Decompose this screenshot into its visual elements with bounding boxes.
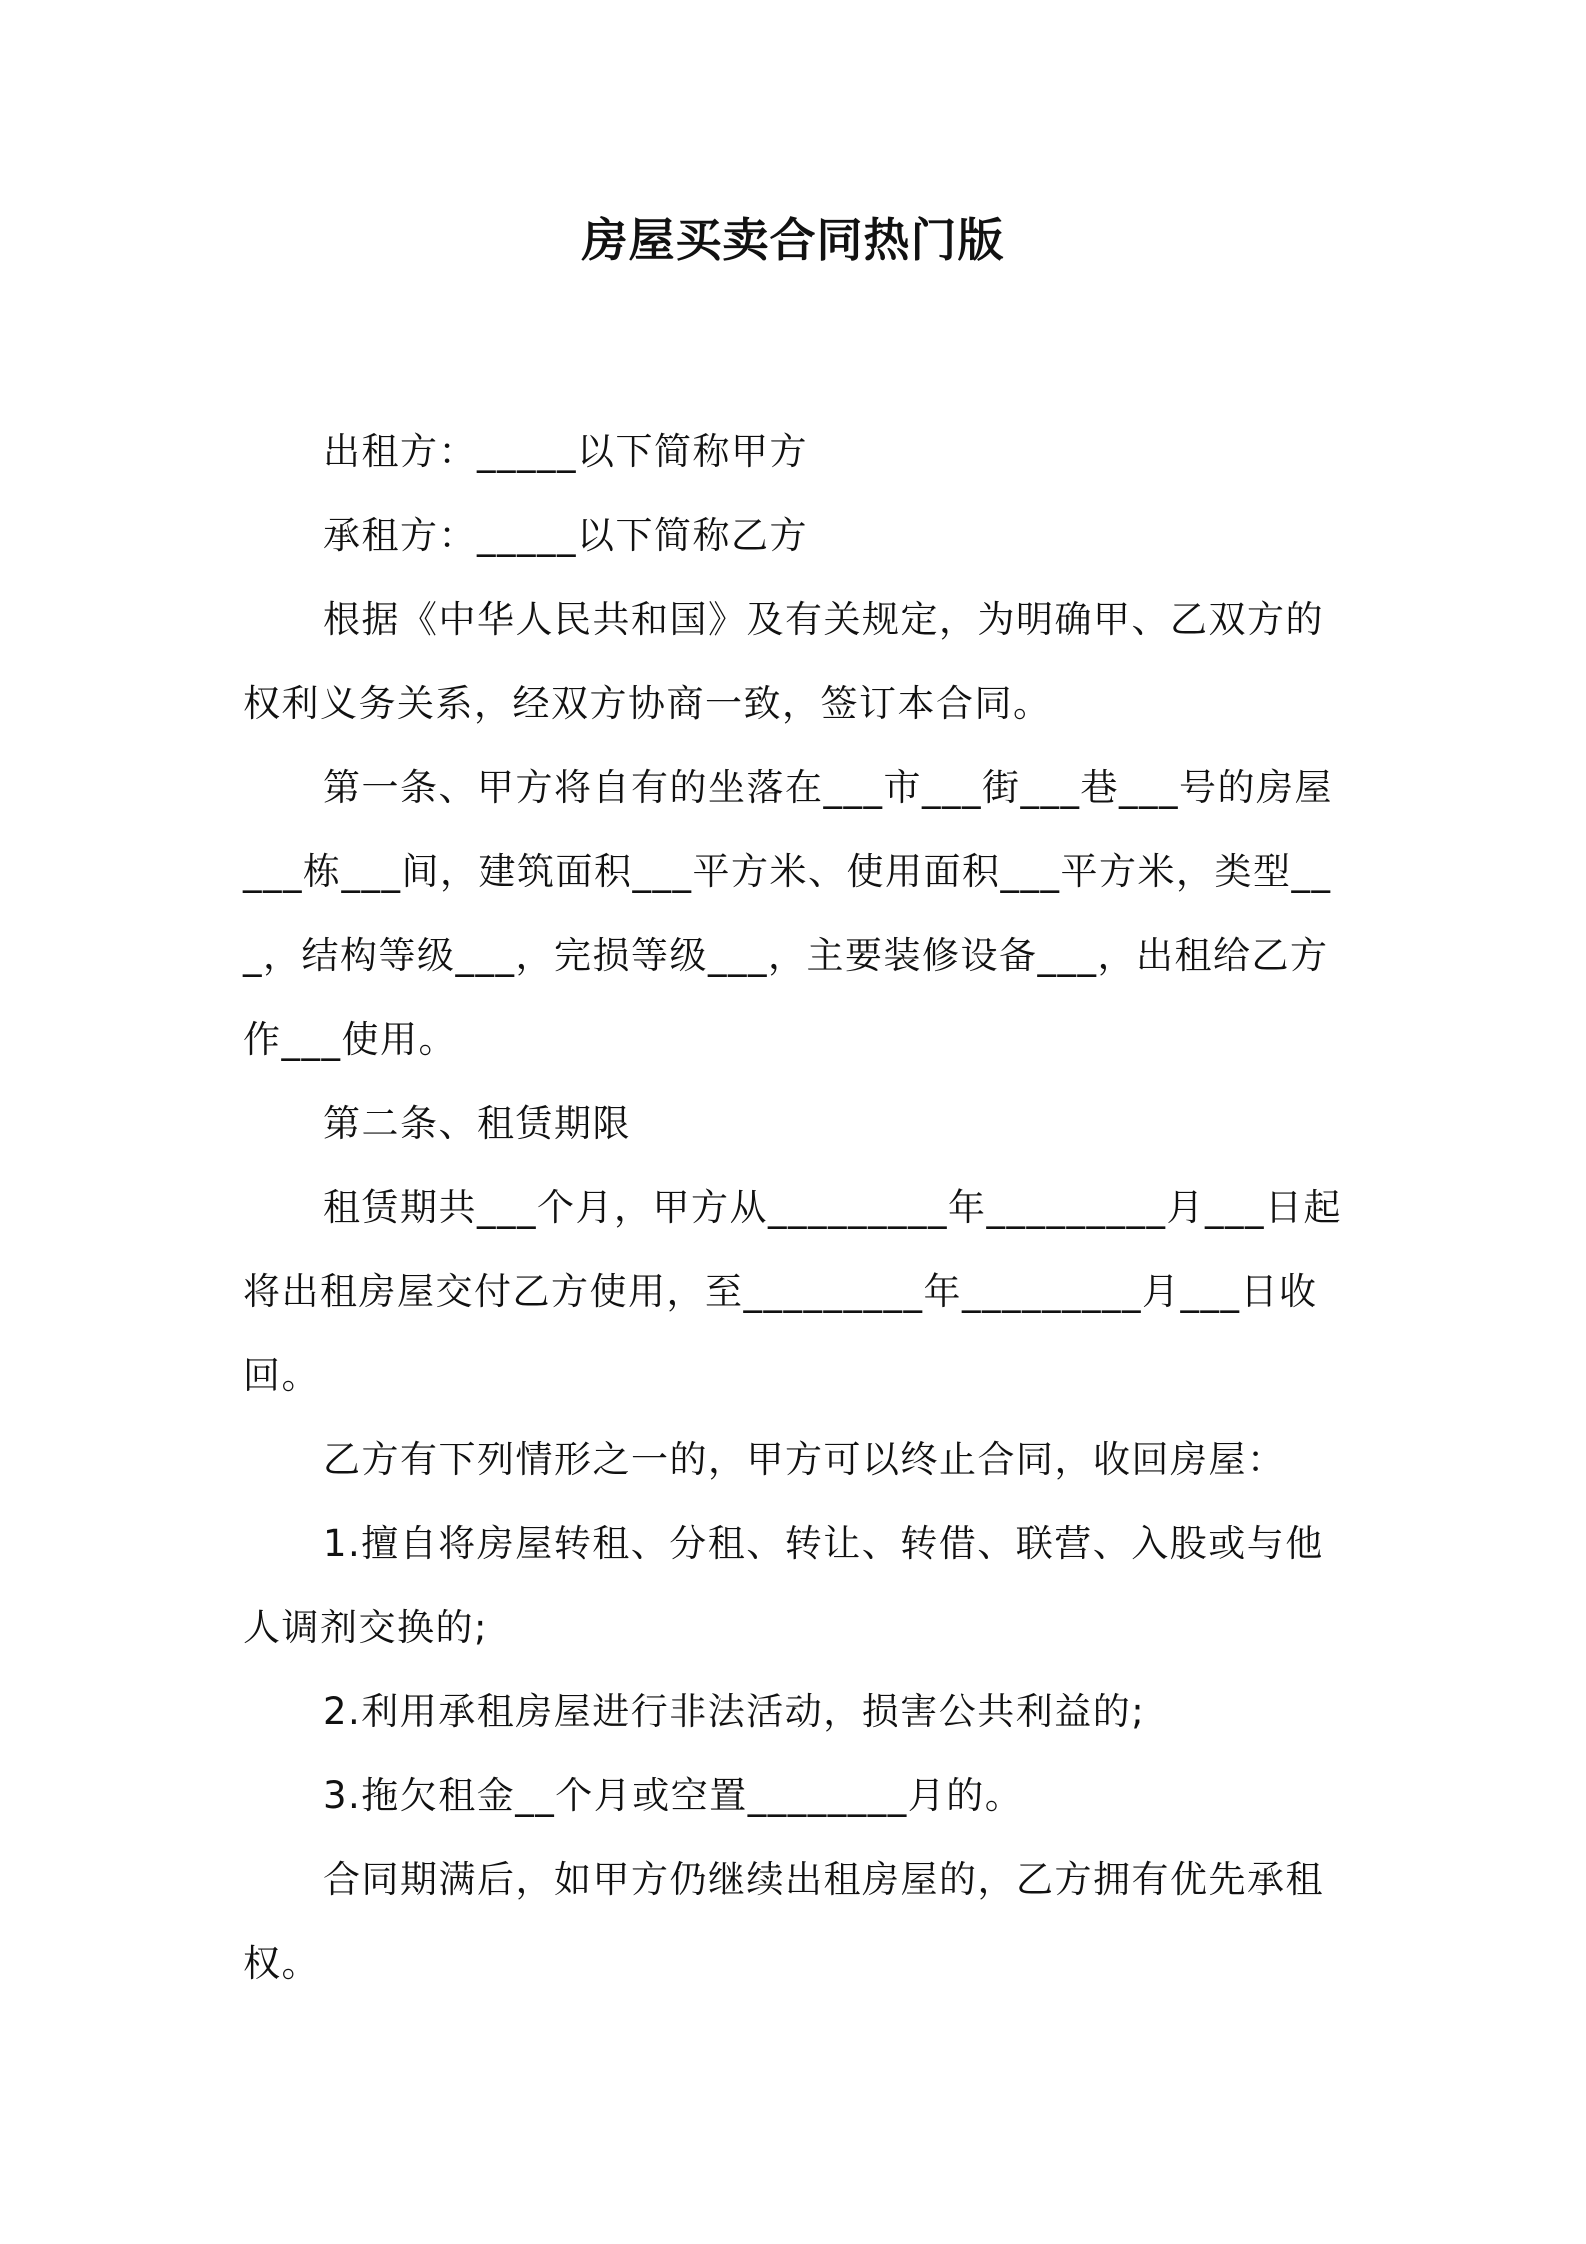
- document-body: [243, 410, 1349, 2006]
- document-title: 房屋买卖合同热门版: [581, 213, 1005, 267]
- paragraph-preamble: 根据《中华人民共和国》及有关规定，为明确甲、乙双方的权利义务关系，经双方协商一致，签订本合同。: [243, 598, 1324, 725]
- paragraph-condition-1: 1.擅自将房屋转租、分租、转让、转借、联营、入股或与他人调剂交换的;: [243, 1522, 1324, 1649]
- paragraph-condition-2: 2.利用承租房屋进行非法活动，损害公共利益的;: [323, 1690, 1146, 1733]
- paragraph-renewal-priority: 合同期满后，如甲方仍继续出租房屋的，乙方拥有优先承租权。: [243, 1858, 1324, 1985]
- paragraph-article-1: 第一条、甲方将自有的坐落在___市___街___巷___号的房屋___栋___间，建筑面积___平方米、使用面积___平方米，类型___，结构等级___，完损等级___，主要装修设备___，出租给乙方作___使用。: [243, 766, 1333, 1061]
- paragraph-lessee: 承租方：_____以下简称乙方: [323, 514, 808, 557]
- paragraph-lease-term: 租赁期共___个月，甲方从_________年_________月___日起将出租房屋交付乙方使用，至_________年_________月___日收回。: [243, 1186, 1342, 1397]
- paragraph-condition-3: 3.拖欠租金__个月或空置________月的。: [323, 1774, 1024, 1817]
- paragraph-article-2-heading: 第二条、租赁期限: [323, 1102, 631, 1145]
- paragraph-termination-conditions: 乙方有下列情形之一的，甲方可以终止合同，收回房屋：: [323, 1438, 1286, 1481]
- paragraph-lessor: 出租方：_____以下简称甲方: [323, 430, 808, 473]
